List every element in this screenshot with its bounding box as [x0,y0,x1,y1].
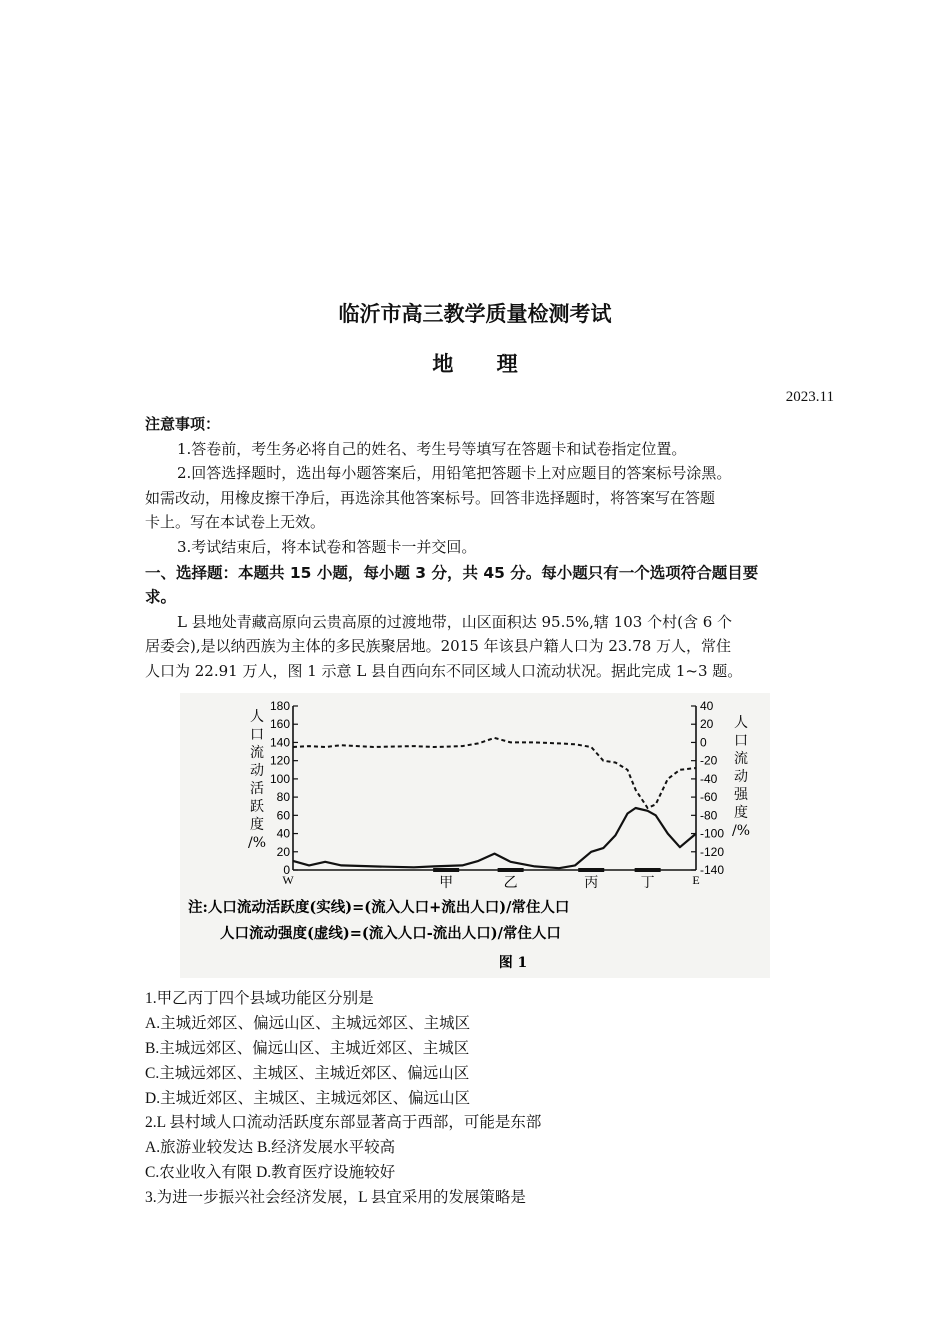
notice-item: 卡上。写在本试卷上无效。 [145,513,326,531]
passage-line: L 县地处青藏高原向云贵高原的过渡地带，山区面积达 95.5%,辖 103 个村(含 6 个 [177,613,733,631]
figure-note-1: 注:人口流动活跃度(实线)=(流入人口+流出人口)/常住人口 [188,899,570,916]
right-tick-label: 40 [700,699,714,713]
right-tick-label: -100 [700,826,725,841]
notice-item: 1.答卷前，考生务必将自己的姓名、考生号等填写在答题卡和试卷指定位置。 [177,440,687,458]
left-tick-label: 40 [276,826,290,841]
region-marker-bar [433,868,459,872]
left-tick-label: 60 [276,808,290,823]
option-1c: C.主城远郊区、主城区、主城近郊区、偏远山区 [145,1065,470,1082]
left-tick-label: 140 [269,735,290,750]
left-axis-label-char: 度 [250,817,264,833]
option-1d: D.主城近郊区、主城区、主城远郊区、偏远山区 [145,1090,471,1107]
right-axis-label-char: 口 [734,733,748,749]
passage-line: 居委会),是以纳西族为主体的多民族聚居地。2015 年该县户籍人口为 23.78 万人，常住 [145,637,732,655]
right-tick-label: -60 [700,790,718,805]
right-axis-label-char: 强 [734,787,748,803]
notice-heading: 注意事项： [145,415,221,433]
right-axis-label-char: 动 [734,769,748,785]
subject-title: 地 理 [432,352,536,376]
left-axis-label-char: 人 [250,709,264,725]
figure-caption: 图 1 [498,955,528,971]
population-flow-chart [180,693,770,978]
region-marker-bar [635,868,661,872]
left-axis-label-char: 动 [250,763,264,779]
left-tick-label: 20 [276,844,290,859]
right-tick-label: 20 [700,717,714,732]
right-tick-label: -120 [700,844,725,859]
right-tick-label: -140 [700,863,725,877]
west-label: W [282,873,294,887]
right-axis-label-char: 度 [734,805,748,821]
left-tick-label: 100 [269,771,290,786]
figure-note-2: 人口流动强度(虚线)=(流入人口-流出人口)/常住人口 [220,925,561,942]
right-tick-label: -40 [700,771,718,786]
question-1: 1.甲乙丙丁四个县域功能区分别是 [145,990,374,1007]
right-tick-label: -80 [700,808,718,823]
chart-series [293,738,696,868]
region-marker-bar [578,868,604,872]
question-2: 2.L 县村域人口流动活跃度东部显著高于西部，可能是东部 [145,1114,542,1131]
left-tick-label: 160 [269,717,290,732]
section-heading-cont: 求。 [145,588,177,606]
notice-item: 2.回答选择题时，选出每小题答案后，用铅笔把答题卡上对应题目的答案标号涂黑。 [177,464,732,482]
left-axis-label-char: 跃 [250,799,264,815]
east-label: E [692,873,700,887]
right-axis-label-char: 流 [734,751,748,767]
region-marker-bar [498,868,524,872]
region-markers [433,868,661,891]
left-axis-label-char: /% [247,835,267,851]
left-tick-label: 0 [283,863,290,877]
left-tick-label: 120 [269,753,290,768]
options-2cd: C.农业收入有限 D.教育医疗设施较好 [145,1164,396,1181]
right-tick-label: 0 [700,735,707,750]
section-heading: 一、选择题：本题共 15 小题，每小题 3 分，共 45 分。每小题只有一个选项符合题目要 [145,564,759,582]
option-1a: A.主城近郊区、偏远山区、主城远郊区、主城区 [145,1015,471,1032]
passage-line: 人口为 22.91 万人，图 1 示意 L 县自西向东不同区域人口流动状况。据此完成 1~3 题。 [145,662,743,680]
right-axis-label [732,715,750,839]
figure-1 [180,693,770,978]
question-3: 3.为进一步振兴社会经济发展，L 县宜采用的发展策略是 [145,1189,526,1206]
options-2ab: A.旅游业较发达 B.经济发展水平较高 [145,1139,396,1156]
region-marker-label: 乙 [503,875,518,891]
right-axis-label-char: /% [731,823,751,839]
right-tick-label: -20 [700,753,718,768]
region-marker-label: 丁 [640,875,655,891]
series-activity-solid [293,808,696,868]
left-tick-label: 80 [276,790,290,805]
notice-item: 3.考试结束后，将本试卷和答题卡一并交回。 [177,538,477,556]
left-axis-label-char: 流 [250,745,264,761]
left-axis-label-char: 活 [250,781,264,797]
left-axis-label-char: 口 [250,727,264,743]
region-marker-label: 甲 [439,875,454,891]
option-1b: B.主城远郊区、偏远山区、主城近郊区、主城区 [145,1040,470,1057]
right-axis-label-char: 人 [734,715,748,731]
exam-title: 临沂市高三教学质量检测考试 [338,302,612,326]
exam-date: 2023.11 [785,389,834,405]
series-intensity-dashed [293,738,696,808]
region-marker-label: 丙 [584,875,599,891]
notice-item: 如需改动，用橡皮擦干净后，再选涂其他答案标号。回答非选择题时，将答案写在答题 [145,489,716,507]
left-tick-label: 180 [269,699,290,713]
left-axis-label [248,709,266,851]
